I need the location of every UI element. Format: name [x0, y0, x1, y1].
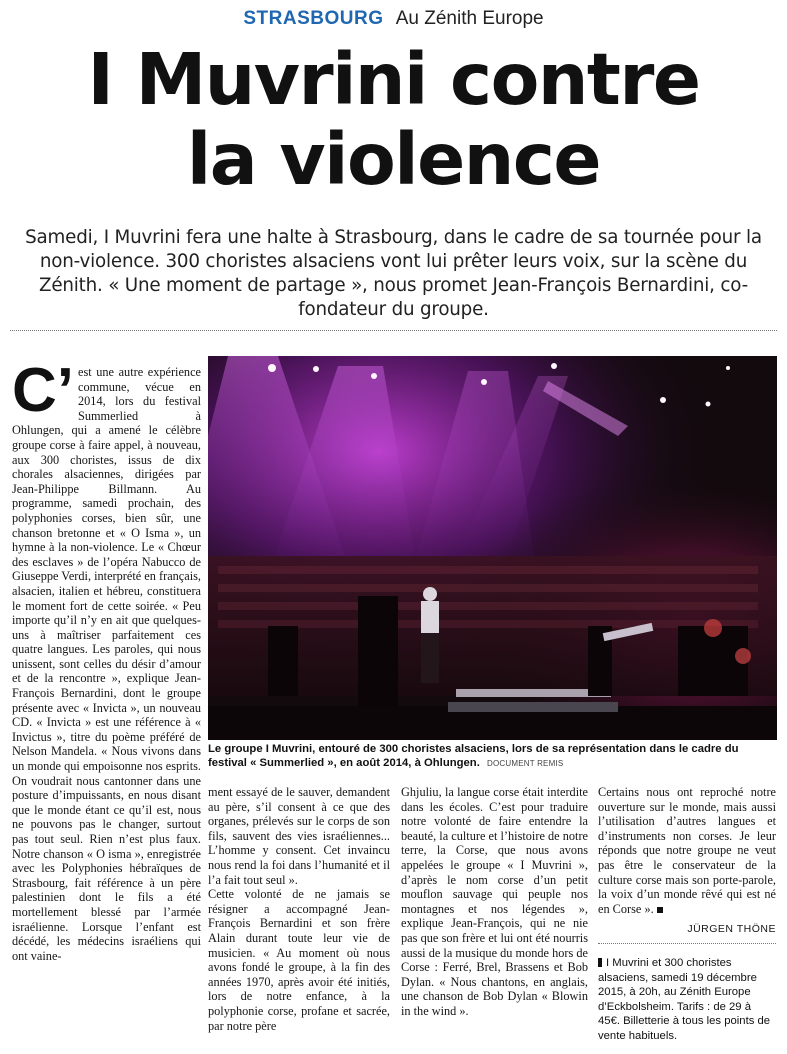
headline-line-2: la violence	[186, 118, 601, 201]
caption-text: Le groupe I Muvrini, entouré de 300 choristes alsaciens, lors de sa représentation dans le cadre du festival « Summerlied », en août 2014, à Ohlungen.	[208, 743, 739, 769]
article-column-2	[208, 785, 390, 1051]
article-column-1	[12, 365, 201, 1051]
end-mark-icon	[657, 907, 663, 913]
practical-info	[598, 956, 776, 1044]
article-text	[598, 785, 776, 916]
concert-photo	[208, 356, 777, 740]
section-place: Au Zénith Europe	[395, 8, 544, 29]
headline	[0, 40, 787, 200]
article-text: Ghjuliu, la langue corse était interdite dans les écoles. C’est pour traduire notre volonté de faire entendre la beauté, la culture et l’histoire de notre terre, la Corse, que nous avons appelées le groupe « I Muvrini », d’après le nom corse d’un petit mouflon sauvage qui peuple nos montagnes et nos légendes », explique Jean-François, qui ne nie pas que son frère et lui ont été nourris aussi de la musique du monde hors de Corse : Ferré, Brel, Brassens et Bob Dylan. « Nous chantons, en anglais, une chanson de Bob Dylan « Blowin in the wind ».	[401, 785, 588, 1018]
article-text: ment essayé de le sauver, demandent au père, s’il consent à ce que des organes, prélevés sur le corps de son fils, sauvent des vies israéliennes... L’homme y consent. Cet invaincu nous rend la foi dans l’humanité et il l’a fait tout seul ».	[208, 785, 390, 887]
article-text: est une autre expérience commune, vécue en 2014, lors du festival Summerlied à Ohlungen, qui a amené le célèbre groupe corse à faire appel, à nouveau, aux 300 choristes, issus de dix chorales alsaciennes, dirigées par Jean-Philippe Billmann. Au programme, samedi prochain, des polyphonies corses, bien sûr, une chanson bretonne et « O Isma », un hymne à la non-violence. Le « Chœur des esclaves » de l’opéra Nabucco de Giuseppe Verdi, interprété en français, alsacien, italien et hébreu, constituera le moment fort de cette soirée. « Peu importe qu’il n’y en ait que quelques-uns à maîtriser parfaitement ces quatre langues. Les paroles, qui nous unissent, sont celles du désir d’amour et de la rencontre », explique Jean-François Bernardini, dont le groupe présente avec « Invicta », un nouveau CD. « Invicta » est une référence à « Invictus », titre du poème préféré de Nelson Mandela. « Nous vivons dans un monde qui empoisonne nos esprits. On voudrait nous cantonner dans une posture d’impuissants, en nous disant que le monde étant ce qu’il est, nous ne pouvons pas le changer, surtout pas tout seul. Rien n’est plus faux. Notre chanson « O isma », enregistrée avec les Polyphonies hébraïques de Strasbourg, fait référence à un père palestinien dont le fils a été mortellement blessé par l’armée israélienne. Lorsque l’enfant est décédé, les médecins israéliens qui ont vaine-	[12, 365, 201, 963]
section-city: STRASBOURG	[243, 8, 384, 29]
drop-cap: C’	[12, 365, 74, 425]
kicker	[0, 8, 787, 30]
article-column-4	[598, 785, 776, 1044]
article-column-3	[401, 785, 588, 1051]
article-text-end: Certains nous ont reproché notre ouverture sur le monde, mais aussi l’utilisation d’autres langues et d’instruments non corses. Je leur réponds que notre groupe ne veut pas être le conservateur de la culture corse mais son porte-parole, la voix d’un monde rêvé qui est né en Corse ».	[598, 785, 776, 916]
headline-line-1: I Muvrini contre	[87, 38, 700, 121]
divider	[10, 330, 777, 331]
practical-info-text: I Muvrini et 300 choristes alsaciens, samedi 19 décembre 2015, à 20h, au Zénith Europe d’Eckbolsheim. Tarifs : de 29 à 45€. Billetterie à tous les points de vente habituels.	[598, 956, 771, 1042]
author-byline: JÜRGEN THÖNE	[598, 922, 776, 944]
bullet-icon	[598, 958, 602, 967]
article-text: Cette volonté de ne jamais se résigner a accompagné Jean-François Bernardini et son frère Alain durant toute leur vie de musicien. « Au moment où nous avons fondé le groupe, à la fin des années 1970, après avoir été initiés, lors de notre enfance, à la polyphonie corse, profane et sacrée, par notre père	[208, 887, 390, 1033]
photo-caption	[208, 742, 777, 771]
standfirst: Samedi, I Muvrini fera une halte à Strasbourg, dans le cadre de sa tournée pour la non-violence. 300 choristes alsaciens vont lui prêter leurs voix, sur la scène du Zénith. « Une moment de partage », nous promet Jean-François Bernardini, co-fondateur du groupe.	[25, 227, 762, 320]
photo-credit: DOCUMENT REMIS	[486, 759, 564, 768]
